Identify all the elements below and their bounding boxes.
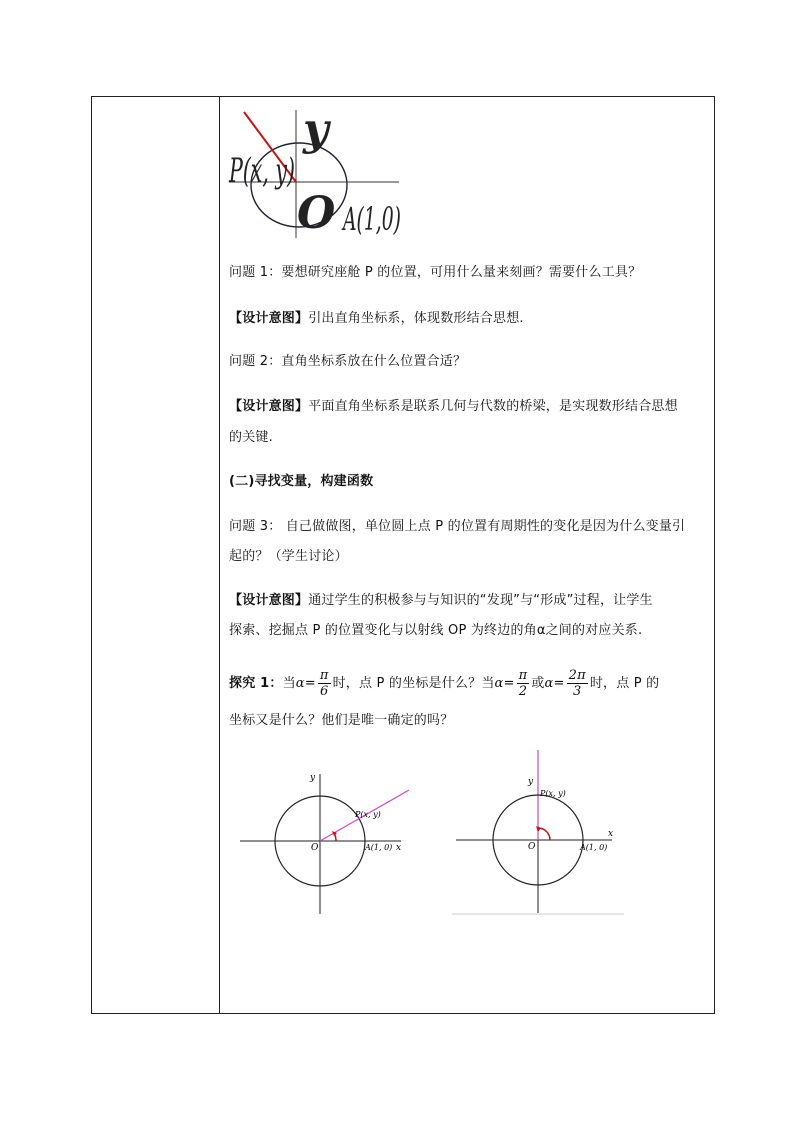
equals-sign: = [553,676,565,691]
origin-label: O [311,843,319,853]
section-heading: (二)寻找变量，构建函数 [229,474,374,489]
alpha-symbol: α [295,676,305,691]
design-intent-3-line2: 探索、挖掘点 P 的位置变化与以射线 OP 为终边的角α之间的对应关系. [229,623,643,638]
top-point-label: P(x, y) [228,151,295,191]
alpha-symbol: α [544,676,554,691]
x-label: x [608,829,614,839]
intent-tag: 【设计意图】 [229,311,309,326]
point-a-label: A(1, 0) [365,843,393,852]
question-2: 问题 2：直角坐标系放在什么位置合适？ [229,354,467,369]
intent-tag: 【设计意图】 [229,593,309,608]
figure-alpha-pi-over-6 [236,770,416,916]
question-1: 问题 1：要想研究座舱 P 的位置，可用什么量来刻画？需要什么工具？ [229,265,642,280]
fraction-numerator: π [518,668,528,683]
column-divider [219,96,220,1014]
exploration-1-line2: 坐标又是什么？他们是唯一确定的吗？ [229,713,454,728]
design-intent-3 [229,586,709,616]
design-intent-2-line2: 的关键. [229,430,273,445]
exploration-1 [229,666,709,702]
question-3-line2: 起的？（学生讨论） [229,549,348,564]
point-p-label: P(x, y) [355,810,381,819]
fraction-denominator: 6 [319,684,329,699]
equals-sign: = [503,676,515,691]
intent-text: 通过学生的积极参与与知识的“发现”与“形成”过程，让学生 [308,593,653,608]
figure-alpha-pi-over-2 [452,748,627,918]
origin-label: O [528,842,536,852]
fraction-pi-over-2 [517,668,530,699]
explore-text-2: 时，点 P 的坐标是什么？当 [332,676,495,691]
equals-sign: = [304,676,316,691]
x-label: x [396,843,402,853]
angle-arc [538,828,550,840]
y-label: y [310,773,316,783]
fraction-denominator: 3 [572,684,582,699]
top-unit-circle-figure [229,100,429,240]
design-intent-1 [229,304,709,334]
alpha-symbol: α [494,676,504,691]
top-a-label: A(1,0) [341,200,401,238]
intent-text: 平面直角坐标系是联系几何与代数的桥梁，是实现数形结合思想 [308,399,678,414]
explore-tag: 探究 1： [229,676,283,691]
top-y-label: y [303,104,329,155]
point-a-label: A(1, 0) [580,843,608,852]
explore-text-4: 时，点 P 的 [589,676,660,691]
fraction-numerator: π [319,668,329,683]
y-label: y [528,777,534,787]
top-origin-label: O [297,188,336,239]
fraction-pi-over-6 [318,668,331,699]
point-p-label: P(x, y) [540,789,566,798]
intent-text: 引出直角坐标系，体现数形结合思想. [308,311,524,326]
fraction-2pi-over-3 [567,668,588,699]
design-intent-2 [229,392,709,422]
question-3: 问题 3： 自己做做图，单位圆上点 P 的位置有周期性的变化是因为什么变量引 [229,519,686,534]
intent-tag: 【设计意图】 [229,399,309,414]
explore-text-3: 或 [531,676,545,691]
fraction-numerator: 2π [568,668,586,683]
fraction-denominator: 2 [518,684,528,699]
explore-text-1: 当 [282,676,296,691]
